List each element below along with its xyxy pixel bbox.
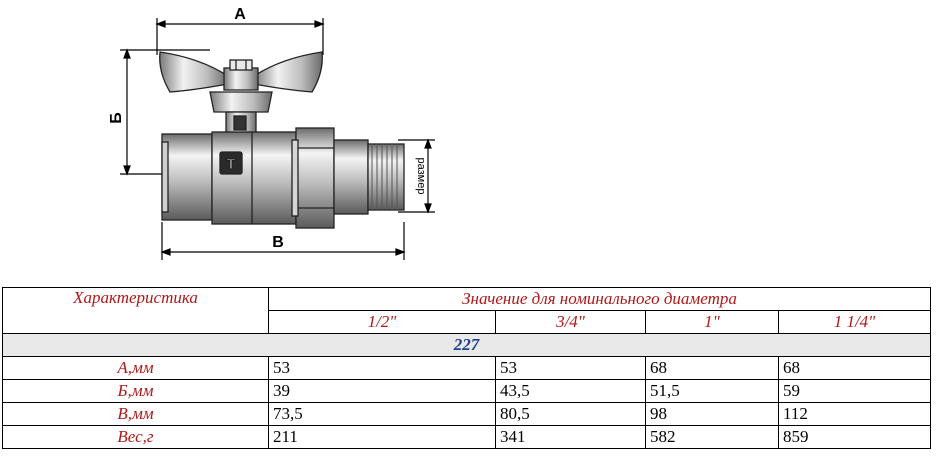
value-cell: 341 (496, 426, 646, 449)
value-cell: 53 (269, 357, 496, 380)
value-cell: 582 (646, 426, 779, 449)
diameter-cell: 1" (646, 311, 779, 334)
value-cell: 68 (779, 357, 931, 380)
table-row (3, 357, 931, 380)
value-cell: 51,5 (646, 380, 779, 403)
diameter-cell: 1/2" (269, 311, 496, 334)
value-cell: 39 (269, 380, 496, 403)
diameter-cell: 1 1/4" (779, 311, 931, 334)
header-nominal-diameter: Значение для номинального диаметра (269, 288, 931, 311)
value-cell: 68 (646, 357, 779, 380)
dimension-b-label: Б (108, 112, 125, 124)
spec-table (2, 287, 931, 449)
value-cell: 80,5 (496, 403, 646, 426)
table-row (3, 426, 931, 449)
valve-stem (210, 92, 272, 134)
table-row (3, 403, 931, 426)
svg-text:T: T (226, 156, 236, 173)
value-cell: 73,5 (269, 403, 496, 426)
value-cell: 211 (269, 426, 496, 449)
value-cell: 112 (779, 403, 931, 426)
model-row (3, 334, 931, 357)
header-characteristic: Характеристика (3, 288, 269, 334)
valve-body-center (212, 132, 296, 224)
dimension-size-label: размер (415, 157, 427, 195)
value-cell: 859 (779, 426, 931, 449)
butterfly-handle (160, 52, 323, 92)
value-cell: 98 (646, 403, 779, 426)
union-nut (292, 128, 334, 228)
param-label: В,мм (3, 403, 269, 426)
value-cell: 43,5 (496, 380, 646, 403)
table-row (3, 380, 931, 403)
male-thread-fitting (334, 140, 404, 214)
value-cell: 53 (496, 357, 646, 380)
value-cell: 59 (779, 380, 931, 403)
model-number: 227 (3, 334, 931, 357)
diameter-cell: 3/4" (496, 311, 646, 334)
dimension-a-label: А (234, 6, 246, 23)
param-label: А,мм (3, 357, 269, 380)
param-label: Б,мм (3, 380, 269, 403)
dimension-v-label: В (272, 234, 284, 251)
param-label: Вес,г (3, 426, 269, 449)
valve-body-left (162, 134, 212, 220)
header-row (3, 288, 931, 311)
